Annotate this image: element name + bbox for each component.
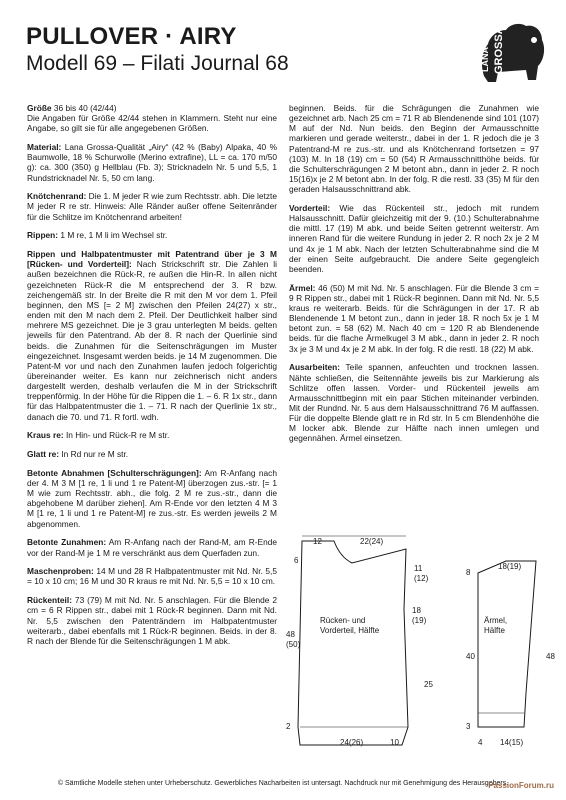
dim-left-height: 48 (50): [286, 630, 301, 649]
dim-bottom-left: 24(26): [340, 738, 364, 747]
dim-sleeve-cuff: 3: [466, 722, 471, 731]
dim-cuff-body: 2: [286, 722, 291, 731]
section-sleeve: Ärmel: 46 (50) M mit Nd. Nr. 5 anschlagen. Für die Blende 3 cm = 9 R Rippen str., dabei mit 1 Rück-R beginnen. Dann mit Nd. Nr. 5,5 kraus re weiterarb. Beids. für die Schrägungen in der 17. R ab Blendenende 1 M betont zun., dann in jeder 18. R noch 5x je 1 M betont zun. = 58 (62) M. Nach 40 cm = 120 R ab Blendenende beids. für die flache Ärmelkugel 3 M abk., dann in jeder 2. R noch 3x je 3 M und 4x je 2 M abk. In der folg. R die restl. 18 (22) M abk.: [289, 282, 539, 354]
section-back: Rückenteil: 73 (79) M mit Nd. Nr. 5 anschlagen. Für die Blende 2 cm = 6 R Rippen str., dabei mit 1 Rück-R beginnen. Dann mit Nd. Nr. 5,5 zwischen den Patenträndern im Halbpatentmuster weiterarb., dabei ebenfalls mit 1 Rück-R beginnen. Beids. in der 8. R nach der Blende für die Seitenschrägungen 1 M abk.: [27, 595, 277, 646]
sleeve-label: Ärmel, Hälfte: [484, 616, 508, 635]
page-title: PULLOVER · AIRY: [26, 23, 237, 50]
dim-top-left: 12: [313, 537, 322, 546]
section-pattern: Rippen und Halbpatentmuster mit Patentrand über je 3 M [Rücken- und Vorderteil]: Nach Strickschrift str. Die Zahlen li außen bezeichnen die Rück-R, re außen die Hin-R. In allen nicht gezeichneten Rück-R die M entsprechend der 3. R bzw. zeichengemäß str. In der Breite die R mit den M vor dem 1. Pfeil beginnen, den MS [= 2 M] zwischen den Pfeilen 24(27) x str., enden mit den M nach dem 2. Pfeil. Der Deutlichkeit halber sind mehrere MS gezeichnet. Die je 3 grau unterlegten M beids. gelten jeweils für den Patentrand. Ab der 8. R nach der Querlinie sind beids. die Zunahmen für die Seitenschrägungen im Muster eingezeichnet. Insgesamt werden beids. je 14 M zugenommen. Die Patent-M vor und nach den Zunahmen laufen jedoch folgerichtig übereinander weiter. Es kann nur zeichnerisch nicht anders dargestellt werden, deshalb verlaufen die M in der Strickschrift treppenförmig. In der Höhe für die Rippen die 1. – 6. R 1x str., dann für das Halbpatentmuster die 1. – 71. R nach der Querlinie 1x str., danach die 70. und 71. R fortl. wdh.: [27, 249, 277, 422]
sleeve-outline: [478, 561, 536, 727]
section-gauge: Maschenproben: 14 M und 28 R Halbpatentmuster mit Nd. Nr. 5,5 = 10 x 10 cm; 16 M und 30 R kraus re mit Nd. Nr. 5,5 = 10 x 10 cm.: [27, 566, 277, 587]
watermark: PassionForum.ru: [488, 781, 554, 790]
section-stockinette: Glatt re: In Rd nur re M str.: [27, 449, 129, 460]
body-outline: [298, 541, 408, 745]
section-decreases: Betonte Abnahmen [Schulterschrägungen]: Am R-Anfang nach der 4. M 3 M [1 re, 1 li und 1 re Patent-M] überzogen zus.-str. [= 1 M wie zum Rechtsstr. abh., die folg. 2 M re zus.-str., dann die abgehobene M darüber ziehen]. Am R-Ende vor den letzten 4 M 3 M [1 re, 1 li und 1 re Patent-M] re zus.-str. Es werden jeweils 2 M abgenommen.: [27, 467, 277, 529]
section-size: Größe 36 bis 40 (42/44) Die Angaben für Größe 42/44 stehen in Klammern. Steht nur eine Angabe, so gilt sie für alle angegebenen Größen.: [27, 103, 277, 134]
dim-sleeve-cap: 8: [466, 568, 471, 577]
section-front: Vorderteil: Wie das Rückenteil str., jedoch mit rundem Halsausschnitt. Dafür gleichzeitig mit der 9. (10.) Schulterabnahme die mittl. 17 (19) M abk. und beide Seiten getrennt weiterstr. Am inneren Rand für die weitere Rundung in jeder 2. R noch 2x je 2 M und 4x je 1 M abk. Nach der letzten Schulterabnahme sind die M der einen Seite aufgebraucht. Die andere Seite gegengleich beenden.: [289, 203, 539, 274]
section-increases: Betonte Zunahmen: Am R-Anfang nach der Rand-M, am R-Ende vor der Rand-M je 1 M re verschränkt aus dem Querfaden zun.: [27, 537, 278, 558]
copyright-footer: © Sämtliche Modelle stehen unter Urheberschutz. Gewerbliches Nacharbeiten ist untersagt. Nachdruck nur mit Genehmigung des Herausgebers.: [57, 780, 509, 787]
page-subtitle: Modell 69 – Filati Journal 68: [26, 52, 289, 75]
section-material: Material: Lana Grossa-Qualität „Airy“ (42 % (Baby) Alpaka, 40 % Baumwolle, 18 % Schurwolle (Merino extrafine), LL = ca. 170 m/50 g): ca. 300 (350) g Hellblau (Fb. 3); Stricknadeln Nr. 5 und 5,5, 1 Rundstricknadel Nr. 5, 50 cm lang.: [27, 142, 277, 183]
dim-top-right: 22(24): [360, 537, 384, 546]
dim-sleeve-bottom-right: 14(15): [500, 738, 524, 747]
section-garter: Kraus re: In Hin- und Rück-R re M str.: [27, 430, 170, 441]
section-back-cont: beginnen. Beids. für die Schrägungen die Zunahmen wie gezeichnet arb. Nach 25 cm = 71 R ab Blendenende sind 101 (107) M auf der Nd. Nun beids. den Beginn der Armausschnitte markieren und gerade weiterstr., dabei in der 1. R jedoch die je 3 Patentrand-M re zus.-str. und als Knötchenrand fortsetzen = 97 (103) M. In 18 (19) cm = 50 (54) R Armausschnitthöhe beids. für die Schulterschrägungen 2 M betont abn., dann in jeder 2. R noch 15(16)x je 2 M betont abn. In der folg. R die restl. 33 (35) M für den geraden Halsausschnittrand abk.: [289, 103, 539, 195]
dim-sleeve-length: 40: [466, 652, 475, 661]
left-instructions-column: [27, 103, 277, 655]
dim-neck-depth: 6: [294, 556, 299, 565]
svg-text:LANA: LANA: [480, 47, 490, 72]
section-knot-edge: Knötchenrand: Die 1. M jeder R wie zum Rechtsstr. abh. Die letzte M jeder R re str. Hinweis: Alle Ränder außer offene Seitenränder für die Schlitze im Knötchenrand arbeiten!: [27, 191, 277, 222]
dim-sleeve-top: 18(19): [498, 562, 522, 571]
dim-sleeve-total: 48: [546, 652, 555, 661]
dim-body: 25: [424, 680, 433, 689]
right-instructions-column: [289, 103, 539, 452]
dim-bottom-right: 10: [390, 738, 399, 747]
section-ribs: Rippen: 1 M re, 1 M li im Wechsel str.: [27, 230, 168, 241]
section-finishing: Ausarbeiten: Teile spannen, anfeuchten und trocknen lassen. Nähte schließen, die Seitennähte jeweils bis zur Markierung als Schlitze offen lassen. Vorder- und Rückenteil jeweils am Armausschnittbeginn mit ein paar Stichen miteinander verbinden. Mit der Rundnd. Nr. 5 aus dem Halsausschnittrand 76 M auffassen. Für die doppelte Blende glatt re in Rd str. In 5 cm Blendenhöhe die M locker abk. Blende zur Hälfte nach innen umlegen und gegennähen. Ärmel einsetzen.: [289, 362, 539, 444]
dim-shoulder: 11 (12): [414, 564, 429, 583]
body-label: Rücken- und Vorderteil, Hälfte: [320, 616, 380, 635]
dim-sleeve-bottom-left: 4: [478, 738, 483, 747]
dim-armhole: 18 (19): [412, 606, 427, 625]
lana-grossa-logo: [476, 14, 550, 88]
svg-text:GROSSA: GROSSA: [493, 26, 505, 74]
schematic-diagram: [280, 533, 566, 783]
